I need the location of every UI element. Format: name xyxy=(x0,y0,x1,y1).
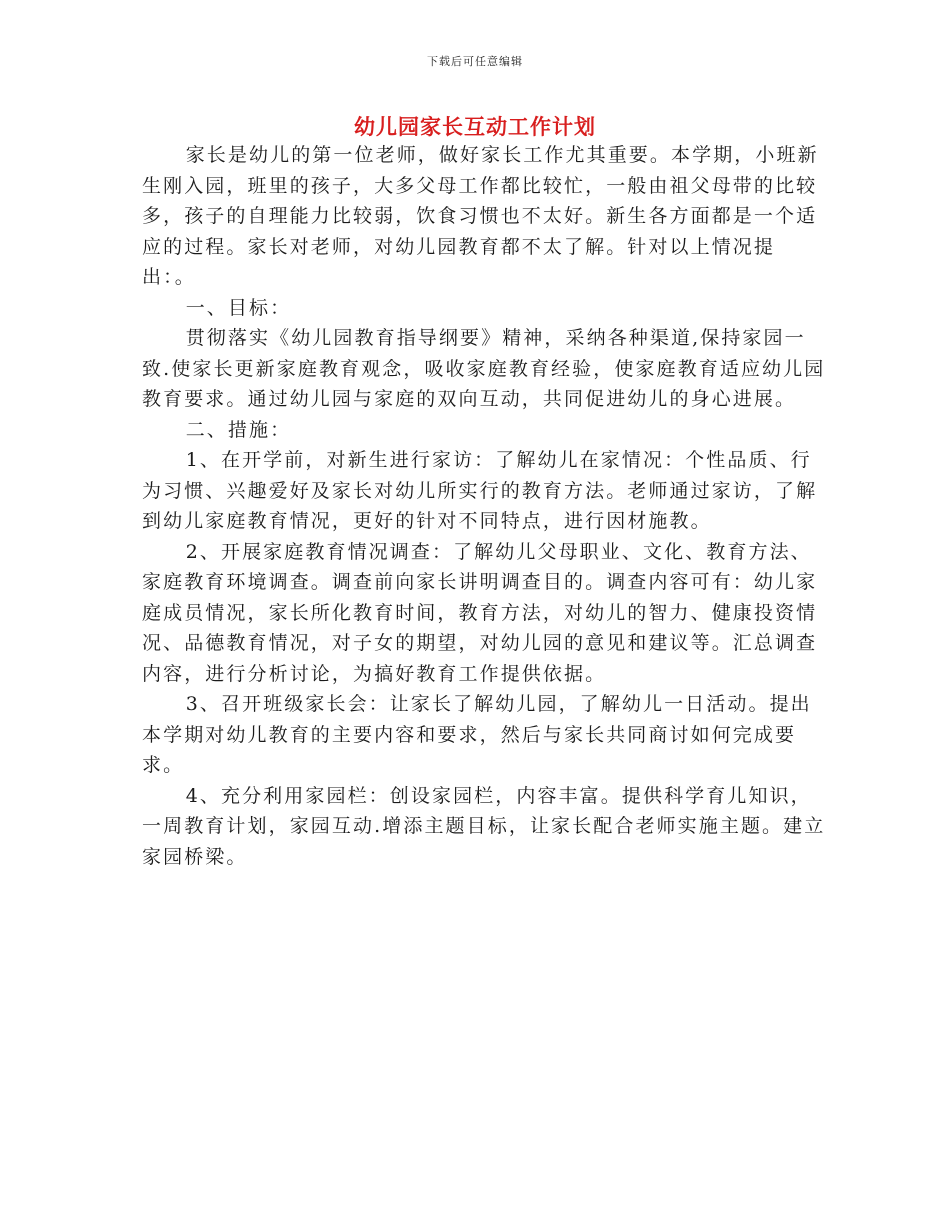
section-heading-goals: 一、目标： xyxy=(185,296,292,319)
measure-4-paragraph: 4、充分利用家园栏：创设家园栏，内容丰富。提供科学育儿知识，一周教育计划，家园互动.增添主题目标，让家长配合老师实施主题。建立家园桥梁。 xyxy=(142,784,826,868)
section-heading-measures: 二、措施： xyxy=(185,418,292,441)
header-note: 下载后可任意编辑 xyxy=(427,55,523,68)
document-body xyxy=(142,140,826,872)
measure-1-paragraph: 1、在开学前，对新生进行家访：了解幼儿在家情况：个性品质、行为习惯、兴趣爱好及家长对幼儿所实行的教育方法。老师通过家访，了解到幼儿家庭教育情况，更好的针对不同特点，进行因材施教。 xyxy=(142,449,818,532)
measure-2-paragraph: 2、开展家庭教育情况调查：了解幼儿父母职业、文化、教育方法、家庭教育环境调查。调查前向家长讲明调查目的。调查内容可有：幼儿家庭成员情况，家长所化教育时间，教育方法，对幼儿的智力、健康投资情况、品德教育情况，对子女的期望，对幼儿园的意见和建议等。汇总调查内容，进行分析讨论，为搞好教育工作提供依据。 xyxy=(142,540,818,685)
measure-3-paragraph: 3、召开班级家长会：让家长了解幼儿园，了解幼儿一日活动。提出本学期对幼儿教育的主要内容和要求，然后与家长共同商讨如何完成要求。 xyxy=(142,693,812,776)
document-title: 幼儿园家长互动工作计划 xyxy=(354,114,596,139)
goals-paragraph: 贯彻落实《幼儿园教育指导纲要》精神，采纳各种渠道,保持家园一致.使家长更新家庭教育观念，吸收家庭教育经验，使家庭教育适应幼儿园教育要求。通过幼儿园与家庭的双向互动，共同促进幼儿的身心进展。 xyxy=(142,327,826,410)
intro-paragraph: 家长是幼儿的第一位老师，做好家长工作尤其重要。本学期，小班新生刚入园，班里的孩子，大多父母工作都比较忙，一般由祖父母带的比较多，孩子的自理能力比较弱，饮食习惯也不太好。新生各方面都是一个适应的过程。家长对老师，对幼儿园教育都不太了解。针对以上情况提出：。 xyxy=(142,144,819,288)
